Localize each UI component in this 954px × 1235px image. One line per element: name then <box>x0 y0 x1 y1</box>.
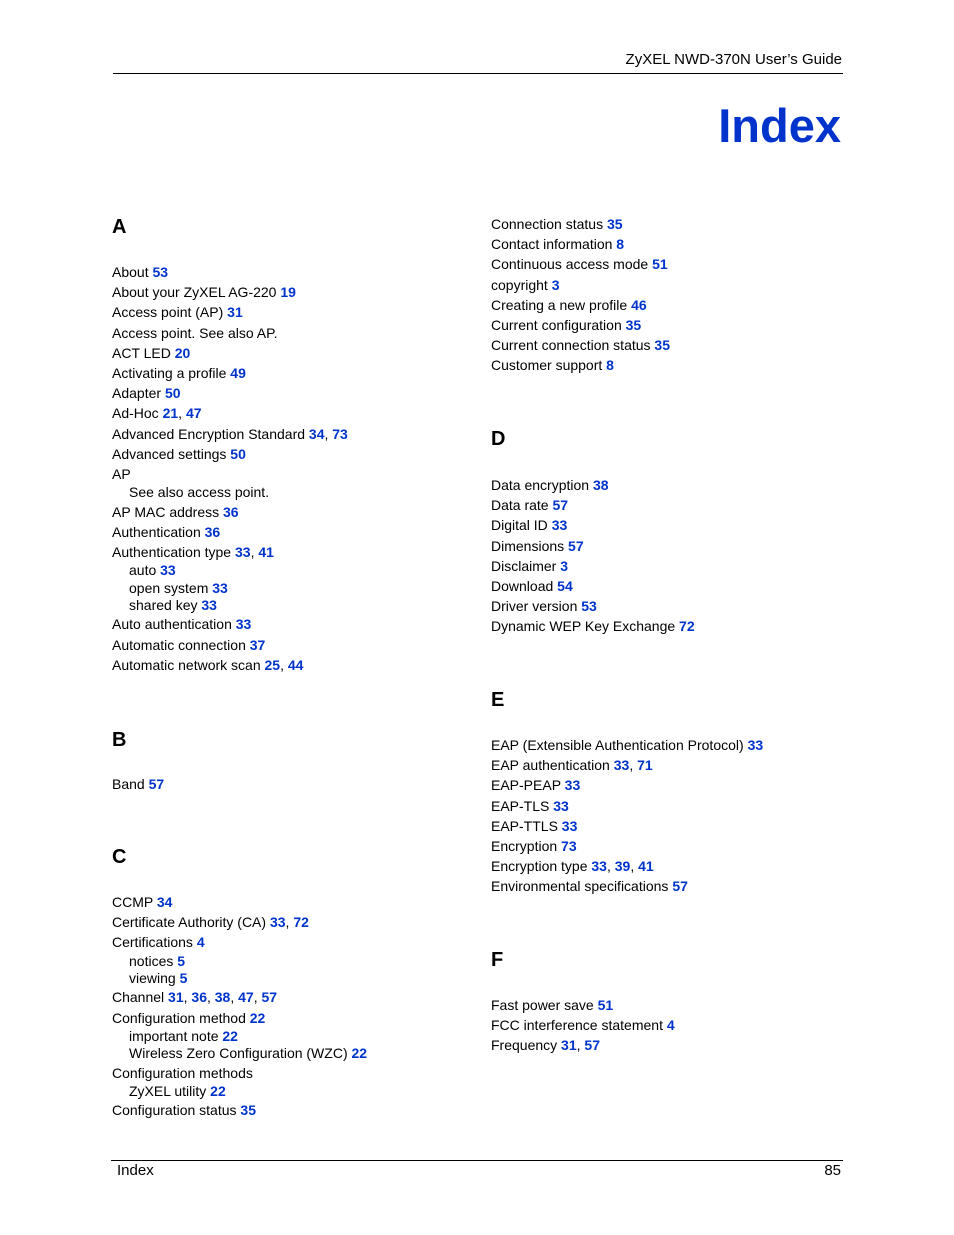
page-link[interactable]: 20 <box>174 344 191 361</box>
index-entry <box>112 614 348 634</box>
index-entry <box>112 1008 367 1028</box>
index-entry: EAP authentication 33, 71 <box>491 757 653 774</box>
page-title: Index <box>718 99 841 152</box>
index-term: Current connection status <box>491 337 651 354</box>
page-link[interactable]: 22 <box>210 1082 226 1099</box>
index-term: copyright <box>491 276 548 293</box>
index-entry: Automatic network scan 25, 44 <box>112 656 304 673</box>
page-link[interactable]: 37 <box>249 636 266 653</box>
index-term: Driver version <box>491 598 578 615</box>
index-subentry <box>112 1045 367 1062</box>
index-term: Adapter <box>112 385 162 402</box>
index-term: Configuration status <box>112 1102 237 1119</box>
page-link[interactable]: 57 <box>261 989 278 1006</box>
page-link[interactable]: 33 <box>561 817 578 834</box>
index-term: Channel <box>112 989 165 1006</box>
page-link[interactable]: 33 <box>234 544 251 561</box>
index-term: Automatic connection <box>112 636 246 653</box>
index-entry <box>491 515 695 535</box>
index-term: Connection status <box>491 216 604 232</box>
page-link[interactable]: 33 <box>564 777 581 794</box>
index-entry <box>491 1015 675 1035</box>
index-term: Data encryption <box>491 477 590 493</box>
page-link[interactable]: 25 <box>264 656 281 673</box>
page-link[interactable]: 19 <box>280 284 296 301</box>
section-e-entries <box>491 735 763 897</box>
section-c-continued-entries <box>491 214 670 376</box>
page-link[interactable]: 3 <box>560 557 569 574</box>
index-term: important note <box>129 1027 219 1044</box>
index-entry <box>491 214 670 234</box>
index-entry <box>491 616 695 636</box>
index-term: About <box>112 264 149 280</box>
page-link[interactable]: 72 <box>679 618 695 635</box>
page-link[interactable]: 33 <box>747 737 764 753</box>
index-entry <box>112 464 348 484</box>
page-link[interactable]: 39 <box>614 858 631 875</box>
page-link[interactable]: 36 <box>191 989 207 1006</box>
page-link[interactable]: 38 <box>214 989 231 1006</box>
page-link[interactable]: 33 <box>551 517 568 534</box>
section-c-entries <box>112 892 367 1120</box>
page-link[interactable]: 71 <box>637 757 653 774</box>
index-entry: Certificate Authority (CA) 33, 72 <box>112 914 309 931</box>
index-entry <box>112 522 348 542</box>
page-link[interactable]: 51 <box>597 997 614 1013</box>
page-link[interactable]: 73 <box>561 838 577 855</box>
index-term: Advanced settings <box>112 445 227 462</box>
index-term: Authentication <box>112 523 201 540</box>
page-link[interactable]: 33 <box>160 562 176 579</box>
index-entry <box>491 995 675 1015</box>
index-subentry <box>112 1028 367 1045</box>
index-term: AP MAC address <box>112 503 220 520</box>
index-subentry <box>112 484 348 501</box>
index-entry <box>112 932 367 952</box>
footer-section-label: Index <box>117 1162 154 1179</box>
page-link[interactable]: 3 <box>551 276 560 293</box>
page-link[interactable]: 47 <box>238 989 254 1006</box>
index-term: ACT LED <box>112 344 171 361</box>
index-term: Continuous access mode <box>491 256 649 273</box>
page-link[interactable]: 4 <box>196 934 205 951</box>
index-term: Current configuration <box>491 317 622 334</box>
index-entry <box>491 254 670 274</box>
page-link[interactable]: 57 <box>552 497 569 514</box>
page-link[interactable]: 31 <box>227 304 243 321</box>
index-term: Download <box>491 578 554 595</box>
index-subentry <box>112 580 348 597</box>
page-link[interactable]: 31 <box>561 1037 577 1054</box>
footer-page-number: 85 <box>824 1162 841 1179</box>
index-subentry <box>112 562 348 579</box>
index-term: ZyXEL utility <box>129 1082 207 1099</box>
index-term: Digital ID <box>491 517 548 534</box>
page-link[interactable]: 44 <box>287 656 304 673</box>
page-link[interactable]: 22 <box>249 1009 266 1026</box>
index-entry <box>491 816 763 836</box>
page-link[interactable]: 57 <box>148 776 165 792</box>
page-link[interactable]: 46 <box>631 296 647 313</box>
page-link[interactable]: 22 <box>351 1045 368 1062</box>
index-term: viewing <box>129 970 176 987</box>
index-entry: Authentication type 33, 41 <box>112 544 274 561</box>
index-term: Configuration method <box>112 1009 246 1026</box>
index-term: open system <box>129 579 209 596</box>
page-link[interactable]: 4 <box>666 1017 675 1034</box>
index-subentry <box>112 1083 367 1100</box>
index-term: EAP-TTLS <box>491 817 558 834</box>
index-term: Auto authentication <box>112 616 232 633</box>
index-entry <box>491 475 695 495</box>
index-term: FCC interference statement <box>491 1017 663 1034</box>
index-term: Ad-Hoc <box>112 405 159 422</box>
section-letter-f: F <box>491 949 504 971</box>
index-entry <box>112 343 348 363</box>
footer-rule <box>111 1160 843 1161</box>
page-link[interactable]: 57 <box>584 1037 600 1054</box>
page-link[interactable]: 5 <box>179 970 188 987</box>
page-link[interactable]: 34 <box>308 425 325 442</box>
index-entry <box>491 596 695 616</box>
index-entry <box>491 315 670 335</box>
page-link[interactable]: 50 <box>230 445 246 462</box>
index-term: Dimensions <box>491 537 565 554</box>
index-term: EAP authentication <box>491 757 610 774</box>
page-link[interactable]: 73 <box>332 425 348 442</box>
index-term: Encryption <box>491 838 558 855</box>
page-link[interactable]: 8 <box>606 357 614 374</box>
section-f-entries <box>491 995 675 1056</box>
index-term: See also access point. <box>129 484 270 501</box>
index-term: Wireless Zero Configuration (WZC) <box>129 1045 348 1062</box>
page-link[interactable]: 33 <box>235 616 252 633</box>
index-entry <box>491 796 763 816</box>
index-entry: Ad-Hoc 21, 47 <box>112 405 202 422</box>
index-term: Activating a profile <box>112 365 227 382</box>
section-b-entries <box>112 774 164 794</box>
index-entry <box>112 774 164 794</box>
index-term: Creating a new profile <box>491 296 628 313</box>
page-link[interactable]: 36 <box>204 523 221 540</box>
index-term: Fast power save <box>491 997 594 1013</box>
index-entry <box>491 836 763 856</box>
page-link[interactable]: 38 <box>592 477 609 493</box>
section-d-entries <box>491 475 695 637</box>
index-entry <box>112 444 348 464</box>
index-subentry <box>112 970 367 987</box>
index-term: Encryption type <box>491 858 588 875</box>
index-term: auto <box>129 562 157 579</box>
page-link[interactable]: 57 <box>672 878 688 895</box>
index-term: Environmental specifications <box>491 878 669 895</box>
page-link[interactable]: 49 <box>230 365 246 382</box>
index-term: Dynamic WEP Key Exchange <box>491 618 676 635</box>
page-link[interactable]: 51 <box>652 256 668 273</box>
index-entry: Channel 31, 36, 38, 47, 57 <box>112 989 278 1006</box>
page-link[interactable]: 57 <box>568 537 584 554</box>
page-link[interactable]: 33 <box>212 579 228 596</box>
index-term: About your ZyXEL AG-220 <box>112 284 277 301</box>
page-link[interactable]: 22 <box>222 1027 238 1044</box>
index-entry: Encryption type 33, 39, 41 <box>491 858 654 875</box>
index-entry <box>112 262 348 282</box>
index-subentry <box>112 953 367 970</box>
page-link[interactable]: 72 <box>293 914 309 931</box>
index-term: Certifications <box>112 934 193 951</box>
index-entry <box>112 1100 367 1120</box>
header-title: ZyXEL NWD-370N User’s Guide <box>625 51 842 68</box>
index-entry <box>491 576 695 596</box>
index-term: EAP-PEAP <box>491 777 561 794</box>
index-term: Access point. See also AP. <box>112 324 278 341</box>
index-term: Advanced Encryption Standard <box>112 425 306 442</box>
index-term: shared key <box>129 597 198 614</box>
page-link[interactable]: 54 <box>557 578 573 595</box>
section-letter-a: A <box>112 216 127 238</box>
page-link[interactable]: 33 <box>591 858 607 875</box>
index-entry <box>491 295 670 315</box>
page-link[interactable]: 33 <box>613 757 630 774</box>
page-link[interactable]: 41 <box>258 544 274 561</box>
section-letter-e: E <box>491 689 505 711</box>
index-entry <box>112 1063 367 1083</box>
index-entry <box>491 536 695 556</box>
page-link[interactable]: 47 <box>185 405 202 422</box>
index-entry: Advanced Encryption Standard 34, 73 <box>112 425 348 442</box>
page-link[interactable]: 35 <box>654 337 670 354</box>
index-term: Frequency <box>491 1037 558 1054</box>
index-entry <box>112 363 348 383</box>
index-term: Customer support <box>491 357 603 374</box>
page-link[interactable]: 5 <box>177 952 186 969</box>
index-term: Access point (AP) <box>112 304 224 321</box>
index-entry <box>491 735 763 755</box>
page-link[interactable]: 8 <box>616 236 625 253</box>
index-entry: Frequency 31, 57 <box>491 1037 600 1054</box>
index-term: Certificate Authority (CA) <box>112 914 267 931</box>
index-entry <box>112 323 348 343</box>
header-rule <box>113 73 843 74</box>
page-link[interactable]: 41 <box>638 858 654 875</box>
section-letter-c: C <box>112 846 127 868</box>
index-term: Authentication type <box>112 544 232 561</box>
index-term: Configuration methods <box>112 1064 253 1081</box>
page-link[interactable]: 33 <box>553 797 569 814</box>
index-entry <box>491 495 695 515</box>
index-term: notices <box>129 952 174 969</box>
index-subentry <box>112 597 348 614</box>
page-link[interactable]: 34 <box>156 894 173 910</box>
index-term: Automatic network scan <box>112 656 261 673</box>
section-letter-d: D <box>491 428 506 450</box>
page-link[interactable]: 35 <box>606 216 623 232</box>
index-entry <box>491 355 670 375</box>
index-entry <box>491 234 670 254</box>
page-link[interactable]: 21 <box>162 405 179 422</box>
index-entry <box>491 876 763 896</box>
index-entry <box>491 775 763 795</box>
index-entry <box>491 556 695 576</box>
section-letter-b: B <box>112 729 127 751</box>
page-link[interactable]: 35 <box>240 1102 256 1119</box>
index-term: Disclaimer <box>491 557 557 574</box>
section-a-entries <box>112 262 348 675</box>
index-term: AP <box>112 466 131 483</box>
index-entry <box>112 892 367 912</box>
index-entry <box>491 275 670 295</box>
index-term: Data rate <box>491 497 549 514</box>
index-entry <box>112 282 348 302</box>
index-entry <box>112 302 348 322</box>
page-link[interactable]: 36 <box>223 503 239 520</box>
index-entry <box>112 635 348 655</box>
page-link[interactable]: 33 <box>201 597 217 614</box>
page-link[interactable]: 53 <box>581 598 597 615</box>
page-link[interactable]: 35 <box>625 317 642 334</box>
index-entry <box>112 502 348 522</box>
page-link[interactable]: 31 <box>168 989 184 1006</box>
index-term: CCMP <box>112 894 153 910</box>
page-link[interactable]: 33 <box>269 914 286 931</box>
index-term: EAP (Extensible Authentication Protocol) <box>491 737 744 753</box>
index-term: EAP-TLS <box>491 797 550 814</box>
index-entry <box>112 383 348 403</box>
index-term: Contact information <box>491 236 613 253</box>
index-entry <box>491 335 670 355</box>
page-link[interactable]: 53 <box>152 264 169 280</box>
index-term: Band <box>112 776 145 792</box>
page-link[interactable]: 50 <box>164 385 181 402</box>
